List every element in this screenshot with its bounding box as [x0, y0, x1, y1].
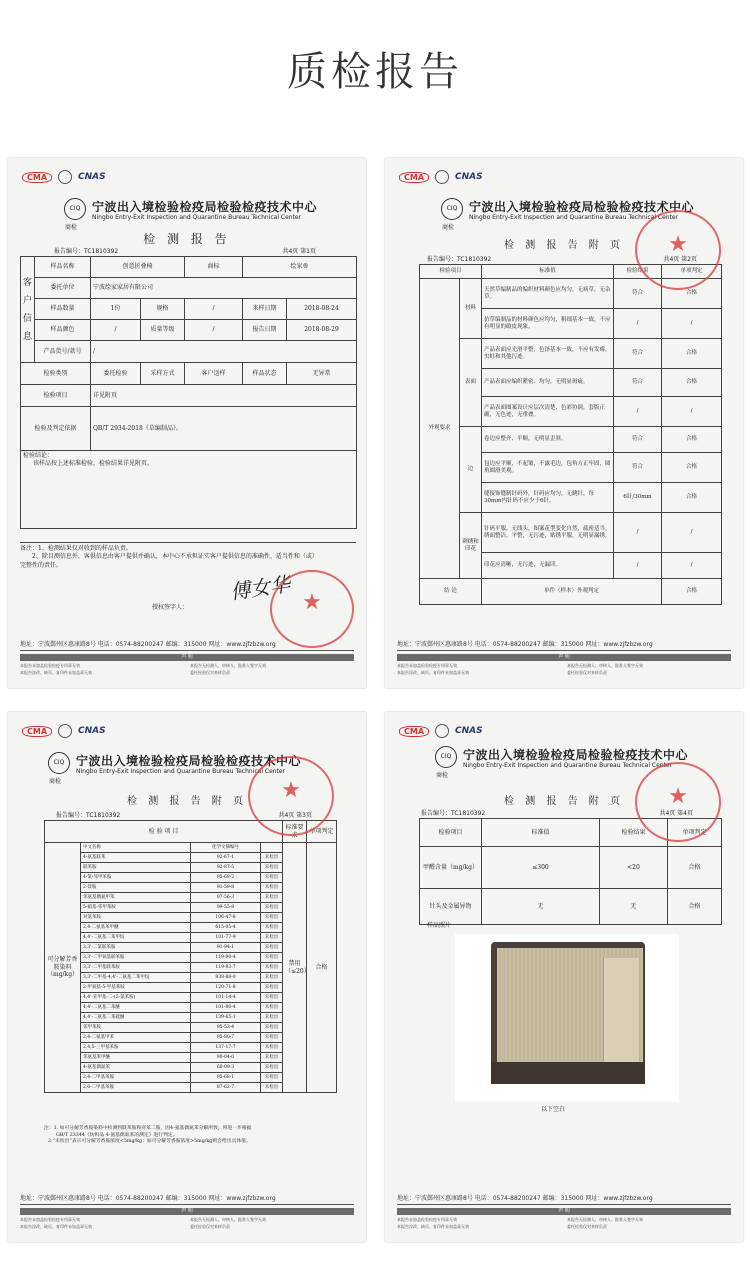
amine-cas: 119-90-4	[191, 953, 261, 963]
institution-name-en: Ningbo Entry-Exit Inspection and Quarantine Bureau Technical Center	[463, 762, 673, 769]
table-row-verdict: 合格	[662, 369, 722, 397]
table-row-verdict: 合格	[668, 847, 722, 889]
report-page-1[interactable]	[8, 158, 366, 688]
col-header-verdict: 单项判定	[307, 821, 337, 843]
table-row-result: /	[614, 513, 662, 553]
cnas-logo: CNAS	[78, 726, 106, 736]
declaration-list	[397, 1217, 731, 1230]
table-row-verdict: 合格	[662, 339, 722, 369]
amine-result: 未检出	[261, 1063, 283, 1073]
remarks	[20, 542, 356, 570]
spec-label: 规格	[141, 299, 185, 320]
amine-cas: 90-04-0	[191, 1053, 261, 1063]
amine-result: 未检出	[261, 1073, 283, 1083]
amine-note-2: GB/T 23344《纺织品 4-氨基偶氮苯的测定》进行判定。	[56, 1132, 178, 1138]
table-row-standard: 产品表面应光滑平整，色泽基本一致，不应有发霉、虫蛀和其他污迹。	[482, 339, 614, 369]
ciq-caption: 商检	[442, 224, 455, 231]
sampling-value: 客户送样	[185, 363, 243, 385]
remark-1: 备注：1、检测结果仅对收到的样品负责。	[20, 545, 132, 552]
amine-table	[44, 820, 337, 1093]
amine-cas: 95-53-4	[191, 1023, 261, 1033]
conclusion-result: 合格	[662, 579, 722, 605]
amine-name: 邻甲苯胺	[81, 1023, 191, 1033]
ilac-logo-icon	[435, 724, 449, 738]
report-number: 报告编号：TC1810392	[421, 810, 486, 817]
amine-cas: 95-68-1	[191, 1073, 261, 1083]
amine-cas: 101-80-4	[191, 1003, 261, 1013]
amine-group-label: 可分解芳香胺染料（mg/kg）	[45, 843, 81, 1093]
table-row-standard: ≤300	[482, 847, 600, 889]
ciq-caption: 商检	[436, 772, 449, 779]
amine-cas: 87-62-7	[191, 1083, 261, 1093]
amine-result: 未检出	[261, 863, 283, 873]
sample-name-label: 样品名称	[35, 257, 91, 278]
declaration-list	[20, 1217, 354, 1230]
brand-label: 商标	[185, 257, 243, 278]
received-date-label: 来样日期	[243, 299, 287, 320]
declaration-heading: 声 明	[397, 654, 731, 661]
amine-name: 2-萘胺	[81, 883, 191, 893]
page-count: 共4页 第1页	[282, 248, 316, 255]
amine-result: 未检出	[261, 1003, 283, 1013]
amine-name: 2-甲氧基-5-甲基苯胺	[81, 983, 191, 993]
amine-cas: 60-09-3	[191, 1063, 261, 1073]
institution-name: 宁波出入境检验检疫局检验检疫技术中心	[463, 748, 689, 762]
conclusion-cell	[21, 451, 357, 529]
report-number: 报告编号：TC1810392	[427, 256, 492, 263]
declaration-item: 委托检验仅对来样负责	[567, 670, 607, 675]
amine-result: 未检出	[261, 873, 283, 883]
amine-name: 4,4'-二氨基二苯甲烷	[81, 933, 191, 943]
amine-result: 未检出	[261, 993, 283, 1003]
amine-name: 2,4,5-三甲基苯胺	[81, 1043, 191, 1053]
amine-standard: 禁用（≤20）	[283, 843, 307, 1093]
amine-name: 3,3'-二甲基联苯胺	[81, 963, 191, 973]
declaration-list	[20, 663, 354, 676]
sample-state-label: 样品状态	[243, 363, 287, 385]
amine-cas: 92-67-1	[191, 853, 261, 863]
amine-name: 2,4-二甲基苯胺	[81, 1073, 191, 1083]
table-row-result: /	[614, 309, 662, 339]
appearance-group-label: 外观要求	[420, 279, 460, 579]
amine-name: 3,3'-二甲氧基联苯胺	[81, 953, 191, 963]
report-page-3[interactable]	[8, 712, 366, 1242]
table-row-standard: 产品表面图案设计应层次清楚，色彩协调，套版正确，无色迹，无重叠。	[482, 397, 614, 427]
amine-result: 未检出	[261, 1013, 283, 1023]
amine-result: 未检出	[261, 903, 283, 913]
certification-logos	[399, 170, 483, 184]
table-row-verdict: 合格	[662, 427, 722, 453]
table-row-standard: 缝接饰缝制针码外，针码应均匀，无跳针，每30mm内针码不应少于6针。	[482, 483, 614, 513]
table-row-standard: 印花应清晰，无污迹，无漏印。	[482, 553, 614, 579]
cma-logo: CMA	[399, 726, 429, 737]
amine-cas: 91-59-8	[191, 883, 261, 893]
amine-result: 未检出	[261, 973, 283, 983]
col-header-verdict: 单项判定	[668, 819, 722, 847]
declaration-list	[397, 663, 731, 676]
amine-name: 4-氯-邻甲苯胺	[81, 873, 191, 883]
table-row-verdict: 合格	[662, 453, 722, 483]
table-row-verdict: 合格	[662, 279, 722, 309]
sample-name-value: 创意折叠椅	[91, 257, 185, 278]
page-count: 共4页 第4页	[659, 810, 693, 817]
amine-result: 未检出	[261, 883, 283, 893]
declaration-item: 本报告涂改、缺页、复印件未加盖章无效	[397, 670, 469, 675]
declaration-heading: 声 明	[20, 654, 354, 661]
amine-cas: 615-05-4	[191, 923, 261, 933]
amine-cas: 101-14-4	[191, 993, 261, 1003]
amine-name: 2,4-二氨基苯甲醚	[81, 923, 191, 933]
report-page-4[interactable]	[385, 712, 743, 1242]
brand-value: 绘家®	[243, 257, 357, 278]
amine-cas: 106-47-8	[191, 913, 261, 923]
table-row-verdict: /	[662, 309, 722, 339]
page-count: 共4页 第3页	[278, 812, 312, 819]
table-row-standard: 产品表面应编织紧密、均匀，无明显斑疵。	[482, 369, 614, 397]
ciq-logo: CIQ	[48, 752, 70, 774]
grade-value: /	[185, 320, 243, 341]
model-label: 产品货号/款号	[35, 341, 91, 363]
amine-note-1: 注：1. 如可分解芳香胺染料中检测到联苯胺和对苯二胺，因4-氨基偶氮苯分解所致，将进一步根据	[44, 1126, 252, 1131]
report-footer	[397, 1193, 731, 1230]
client-info-label: 客户信息	[21, 257, 35, 363]
table-row-result: /	[614, 397, 662, 427]
basis-label: 检验及判定依据	[21, 407, 91, 451]
cnas-logo: CNAS	[455, 726, 483, 736]
sample-state-value: 无异常	[287, 363, 357, 385]
amine-result: 未检出	[261, 963, 283, 973]
table-row-result: 6针/30mm	[614, 483, 662, 513]
cma-logo: CMA	[22, 726, 52, 737]
report-footer	[20, 1193, 354, 1230]
amine-name: 对氯苯胺	[81, 913, 191, 923]
mat-edge	[491, 1062, 645, 1084]
table-row-verdict: /	[662, 553, 722, 579]
conclusion-text: 单件（样本）外观判定	[482, 579, 662, 605]
declaration-item: 本报告未加盖检验检疫专用章无效	[397, 663, 457, 668]
institution-name: 宁波出入境检验检疫局检验检疫技术中心	[469, 200, 695, 214]
report-number: 报告编号：TC1810392	[56, 812, 121, 819]
amine-name: 邻氨基偶氮甲苯	[81, 893, 191, 903]
official-stamp: ★	[635, 762, 721, 842]
cma-logo: CMA	[22, 172, 52, 183]
table-row-result: <20	[600, 847, 668, 889]
check-type-value: 委托检验	[91, 363, 141, 385]
declaration-item: 本报告无检测人、审核人、批准人签字无效	[190, 1217, 266, 1222]
declaration-item: 委托检验仅对来样负责	[190, 670, 230, 675]
amine-result: 未检出	[261, 913, 283, 923]
amine-result: 未检出	[261, 983, 283, 993]
amine-cas: 95-69-2	[191, 873, 261, 883]
table-row-verdict: /	[662, 513, 722, 553]
declaration-item: 本报告无检测人、审核人、批准人签字无效	[190, 663, 266, 668]
sample-photo	[455, 934, 679, 1102]
amine-verdict: 合格	[307, 843, 337, 1093]
institution-name: 宁波出入境检验检疫局检验检疫技术中心	[92, 200, 318, 214]
ciq-caption: 商检	[49, 778, 62, 785]
declaration-item: 本报告涂改、缺页、复印件未加盖章无效	[20, 670, 92, 675]
col-header-item: 检 验 项 目	[45, 821, 283, 843]
amine-cas: 91-94-1	[191, 943, 261, 953]
amine-cas: 139-65-1	[191, 1013, 261, 1023]
table-row-standard: 卷边应整齐、平顺，无明显歪斜。	[482, 427, 614, 453]
conclusion-label: 结 论	[420, 579, 482, 605]
conclusion-heading: 检验结论：	[23, 452, 54, 459]
page-count: 共4页 第2页	[663, 256, 697, 263]
amine-result: 未检出	[261, 953, 283, 963]
declaration-item: 委托检验仅对来样负责	[190, 1224, 230, 1229]
table-row-result: 符合	[614, 279, 662, 309]
amine-name: 4-氨基偶氮苯	[81, 1063, 191, 1073]
check-items-label: 检验项目	[21, 385, 91, 407]
col-header-standard: 标准要求	[283, 821, 307, 843]
page-title: 质检报告	[287, 49, 463, 95]
table-row-verdict: 合格	[662, 483, 722, 513]
table-row-standard: 无	[482, 889, 600, 925]
cnas-logo: CNAS	[78, 172, 106, 182]
remark-3: 完整性的责任。	[20, 561, 63, 569]
table-row-result: 符合	[614, 339, 662, 369]
category-surface: 表面	[460, 339, 482, 427]
ilac-logo-icon	[58, 170, 72, 184]
table-row-result: /	[614, 553, 662, 579]
amine-name: 4-氨基联苯	[81, 853, 191, 863]
report-page-2[interactable]	[385, 158, 743, 688]
declaration-item: 本报告未加盖检验检疫专用章无效	[20, 663, 80, 668]
institution-name: 宁波出入境检验检疫局检验检疫技术中心	[76, 754, 302, 768]
amine-result: 未检出	[261, 853, 283, 863]
table-row-result: 符合	[614, 369, 662, 397]
amine-result: 未检出	[261, 933, 283, 943]
amine-result: 未检出	[261, 1043, 283, 1053]
sampling-label: 采样方式	[141, 363, 185, 385]
certification-logos	[22, 170, 106, 184]
amine-cas: 101-77-9	[191, 933, 261, 943]
amine-name: 3,3'-二氯联苯胺	[81, 943, 191, 953]
col-header-verdict: 单项判定	[662, 265, 722, 279]
table-row-result: 符合	[614, 453, 662, 483]
institution-name-en: Ningbo Entry-Exit Inspection and Quarantine Bureau Technical Center	[76, 768, 286, 775]
remark-2: 2、除目测信息外，客供信息由客户提供并确认，本中心不承担证实客户提供信息的准确性、适当性和（或）	[32, 553, 318, 561]
quantity-label: 样品数量	[35, 299, 91, 320]
footer-address: 地址：宁波鄞州区惠康路8号 电话：0574-88200247 邮编：315000 网址：www.zjfzbzw.org	[397, 639, 731, 651]
sample-photo-label: 样品照片	[427, 922, 452, 929]
amine-result: 未检出	[261, 1023, 283, 1033]
table-row-verdict: 合格	[668, 889, 722, 925]
col-header-standard: 标准值	[482, 265, 614, 279]
subheader-chinese-name: 中文名称	[81, 843, 191, 853]
spec-value: /	[185, 299, 243, 320]
institution-name-en: Ningbo Entry-Exit Inspection and Quarantine Bureau Technical Center	[469, 214, 679, 221]
client-value: 宁波绘家家居有限公司	[91, 278, 357, 299]
report-title: 检 测 报 告 附 页	[504, 796, 624, 807]
appearance-table	[419, 264, 722, 605]
declaration-item: 委托检验仅对来样负责	[567, 1224, 607, 1229]
category-edge: 边	[460, 427, 482, 513]
report-date-value: 2018-08-29	[287, 320, 357, 341]
client-info-table	[20, 256, 357, 529]
signature: 傅女华	[228, 571, 292, 605]
footer-address: 地址：宁波鄞州区惠康路8号 电话：0574-88200247 邮编：315000 网址：www.zjfzbzw.org	[20, 639, 354, 651]
subheader-cas-number: 化学文摘编号	[191, 843, 261, 853]
amine-name: 联苯胺	[81, 863, 191, 873]
grade-label: 质量等级	[141, 320, 185, 341]
table-row-result: 无	[600, 889, 668, 925]
amine-name: 5-硝基-邻甲苯胺	[81, 903, 191, 913]
table-row-item: 针头及金属异物	[420, 889, 482, 925]
cnas-logo: CNAS	[455, 172, 483, 182]
authorized-signer-label: 授权签字人：	[152, 604, 189, 611]
official-stamp: ★	[270, 570, 354, 648]
report-footer	[20, 639, 354, 676]
check-type-label: 检验类别	[21, 363, 91, 385]
check-items-value: 详见附页	[91, 385, 357, 407]
table-row-verdict: /	[662, 397, 722, 427]
report-number: 报告编号：TC1810392	[54, 248, 119, 255]
declaration-heading: 声 明	[397, 1208, 731, 1215]
model-value: /	[91, 341, 357, 363]
official-stamp: ★	[248, 756, 334, 836]
amine-cas: 92-87-5	[191, 863, 261, 873]
institution-name-en: Ningbo Entry-Exit Inspection and Quarantine Bureau Technical Center	[92, 214, 302, 221]
declaration-heading: 声 明	[20, 1208, 354, 1215]
amine-result: 未检出	[261, 1033, 283, 1043]
amine-name: 2,4-二氨基甲苯	[81, 1033, 191, 1043]
mat-fold	[603, 958, 639, 1062]
ciq-logo: CIQ	[441, 198, 463, 220]
table-row-item: 甲醛含量（mg/kg）	[420, 847, 482, 889]
category-embroidery: 刺绣和印花	[460, 513, 482, 579]
amine-name: 2,6-二甲基苯胺	[81, 1083, 191, 1093]
amine-result: 未检出	[261, 893, 283, 903]
amine-result: 未检出	[261, 1083, 283, 1093]
ilac-logo-icon	[435, 170, 449, 184]
amine-notes	[44, 1126, 251, 1146]
ciq-caption: 商检	[65, 224, 78, 231]
declaration-item: 本报告涂改、缺页、复印件未加盖章无效	[20, 1224, 92, 1229]
col-header-item: 检验项目	[420, 265, 482, 279]
ciq-logo: CIQ	[435, 746, 457, 768]
amine-name: 4,4'-二氨基二苯硫醚	[81, 1013, 191, 1023]
footer-address: 地址：宁波鄞州区惠康路8号 电话：0574-88200247 邮编：315000 网址：www.zjfzbzw.org	[20, 1193, 354, 1205]
amine-name: 4,4'-二氨基二苯醚	[81, 1003, 191, 1013]
declaration-item: 本报告未加盖检验检疫专用章无效	[20, 1217, 80, 1222]
declaration-item: 本报告涂改、缺页、复印件未加盖章无效	[397, 1224, 469, 1229]
conclusion-body: 该样品按上述标准检验，检验结果详见附页。	[33, 459, 154, 467]
official-stamp: ★	[635, 210, 721, 290]
basis-value: QB/T 2934-2018《草编制品》。	[91, 407, 357, 451]
declaration-item: 本报告无检测人、审核人、批准人签字无效	[567, 663, 643, 668]
col-header-item: 检验项目	[420, 819, 482, 847]
amine-name: 3,3'-二甲基-4,4'-二氨基二苯甲烷	[81, 973, 191, 983]
amine-note-3: 2.“未检出”表示可分解芳香胺浓度<5mg/kg；如可分解芳香胺浓度>5mg/kg则会给出具体值。	[48, 1139, 251, 1145]
report-title: 检 测 报 告 附 页	[504, 240, 624, 251]
quantity-value: 1份	[91, 299, 141, 320]
certification-logos	[399, 724, 483, 738]
ilac-logo-icon	[58, 724, 72, 738]
report-title: 检 测 报 告 附 页	[127, 796, 247, 807]
amine-result: 未检出	[261, 923, 283, 933]
received-date-value: 2018-08-24	[287, 299, 357, 320]
declaration-item: 本报告无检测人、审核人、批准人签字无效	[567, 1217, 643, 1222]
blank-marker: 以下空白	[541, 1106, 566, 1113]
amine-cas: 120-71-8	[191, 983, 261, 993]
table-row-standard: 针码平服，无线头，图案花型变化自然，疏密适当，绣面整洁，平整，无污迹，贴绣平服，无明显漏绣。	[482, 513, 614, 553]
amine-cas: 99-55-8	[191, 903, 261, 913]
amine-result: 未检出	[261, 1053, 283, 1063]
cma-logo: CMA	[399, 172, 429, 183]
report-footer	[397, 639, 731, 676]
color-value: /	[91, 320, 141, 341]
table-row-result: 符合	[614, 427, 662, 453]
client-label: 委托单位	[35, 278, 91, 299]
table-row-standard: 包边应平顺，不起皱，不露毛边，包角方正牢固，圆角圆滑美观。	[482, 453, 614, 483]
ciq-logo: CIQ	[64, 198, 86, 220]
certification-logos	[22, 724, 106, 738]
footer-address: 地址：宁波鄞州区惠康路8号 电话：0574-88200247 邮编：315000 网址：www.zjfzbzw.org	[397, 1193, 731, 1205]
category-material: 材料	[460, 279, 482, 339]
color-label: 样品颜色	[35, 320, 91, 341]
table-row-standard: 天然草编制品的编织材料颜色应均匀，无病草，无杂草。	[482, 279, 614, 309]
amine-name: 4,4'-亚甲基-二-(2-氯苯胺)	[81, 993, 191, 1003]
amine-cas: 137-17-7	[191, 1043, 261, 1053]
col-header-standard: 标准值	[482, 819, 600, 847]
amine-name: 邻氨基苯甲醚	[81, 1053, 191, 1063]
amine-result: 未检出	[261, 943, 283, 953]
col-header-result: 检验结果	[614, 265, 662, 279]
report-date-label: 报告日期	[243, 320, 287, 341]
amine-cas: 119-93-7	[191, 963, 261, 973]
amine-cas: 97-56-3	[191, 893, 261, 903]
declaration-item: 本报告未加盖检验检疫专用章无效	[397, 1217, 457, 1222]
amine-cas: 838-88-0	[191, 973, 261, 983]
amine-cas: 95-80-7	[191, 1033, 261, 1043]
table-row-standard: 仿草编制品的材料颜色应均匀，粗细基本一致，不应有明显的破皮现象。	[482, 309, 614, 339]
col-header-result: 检验结果	[600, 819, 668, 847]
report-title: 检 测 报 告	[143, 232, 231, 246]
